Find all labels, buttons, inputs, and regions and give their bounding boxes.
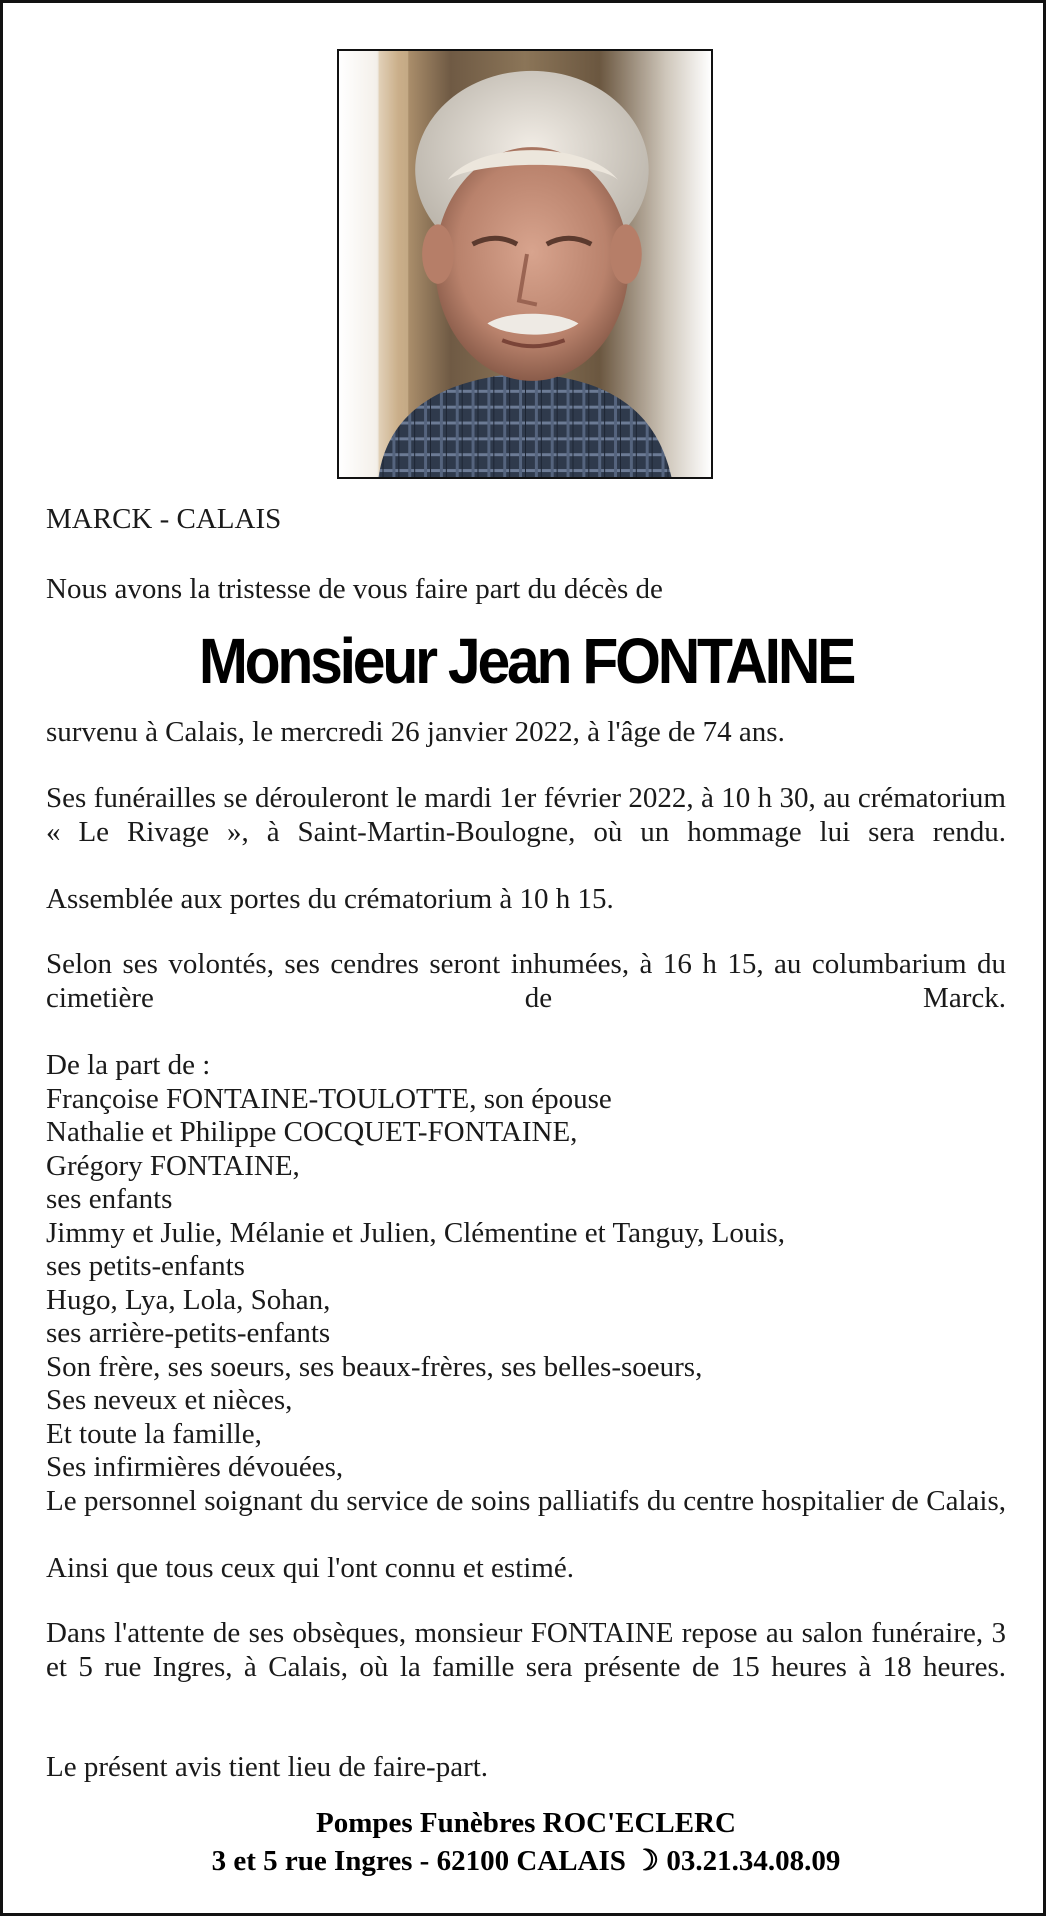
- wishes-paragraph: Selon ses volontés, ses cendres seront inhumées, à 16 h 15, au columbarium du cimetière de Marck.: [46, 948, 1006, 1014]
- portrait-image: [339, 51, 711, 477]
- family-line: ses petits-enfants: [46, 1250, 245, 1282]
- family-line: Nathalie et Philippe COCQUET-FONTAINE,: [46, 1116, 578, 1148]
- funeral-home-address: 3 et 5 rue Ingres - 62100 CALAIS: [211, 1845, 626, 1877]
- death-details: survenu à Calais, le mercredi 26 janvier 2022, à l'âge de 74 ans.: [46, 716, 785, 748]
- notice-line: Le présent avis tient lieu de faire-part.: [46, 1751, 489, 1783]
- family-line: Son frère, ses soeurs, ses beaux-frères, ses belles-soeurs,: [46, 1350, 703, 1383]
- staff-paragraph: Le personnel soignant du service de soins palliatifs du centre hospitalier de Calais,: [46, 1485, 1006, 1517]
- phone-icon: ☽: [633, 1845, 660, 1877]
- family-line: Ses neveux et nièces,: [46, 1384, 293, 1416]
- visitation-paragraph: Dans l'attente de ses obsèques, monsieur FONTAINE repose au salon funéraire, 3 et 5 rue Ingres, à Calais, où la famille sera présente de 15 heures à 18 heures.: [46, 1617, 1006, 1683]
- family-line: Et toute la famille,: [46, 1417, 262, 1450]
- portrait-photo: [337, 49, 713, 479]
- family-line: ses enfants: [46, 1183, 173, 1215]
- family-section: [46, 1049, 1006, 1485]
- family-line: Ses infirmières dévouées,: [46, 1451, 344, 1483]
- family-heading: De la part de :: [46, 1049, 211, 1081]
- family-line: Françoise FONTAINE-TOULOTTE, son épouse: [46, 1082, 612, 1115]
- assembly-line: Assemblée aux portes du crématorium à 10 h 15.: [46, 883, 614, 915]
- location-line: MARCK - CALAIS: [46, 503, 282, 535]
- funeral-paragraph: Ses funérailles se dérouleront le mardi 1er février 2022, à 10 h 30, au crématorium « Le Rivage », à Saint-Martin-Boulogne, où un hommage lui sera rendu.: [46, 782, 1006, 848]
- funeral-home-contact: [3, 1843, 1046, 1878]
- family-line: Jimmy et Julie, Mélanie et Julien, Clémentine et Tanguy, Louis,: [46, 1216, 785, 1249]
- deceased-name: Monsieur Jean FONTAINE: [198, 625, 854, 697]
- funeral-home-phone: 03.21.34.08.09: [666, 1845, 841, 1877]
- family-line: ses arrière-petits-enfants: [46, 1317, 331, 1349]
- family-line: Grégory FONTAINE,: [46, 1149, 300, 1182]
- funeral-home-name: Pompes Funèbres ROC'ECLERC: [316, 1807, 736, 1839]
- family-line: Hugo, Lya, Lola, Sohan,: [46, 1283, 331, 1316]
- closing-line: Ainsi que tous ceux qui l'ont connu et estimé.: [46, 1552, 574, 1584]
- intro-line: Nous avons la tristesse de vous faire part du décès de: [46, 573, 663, 605]
